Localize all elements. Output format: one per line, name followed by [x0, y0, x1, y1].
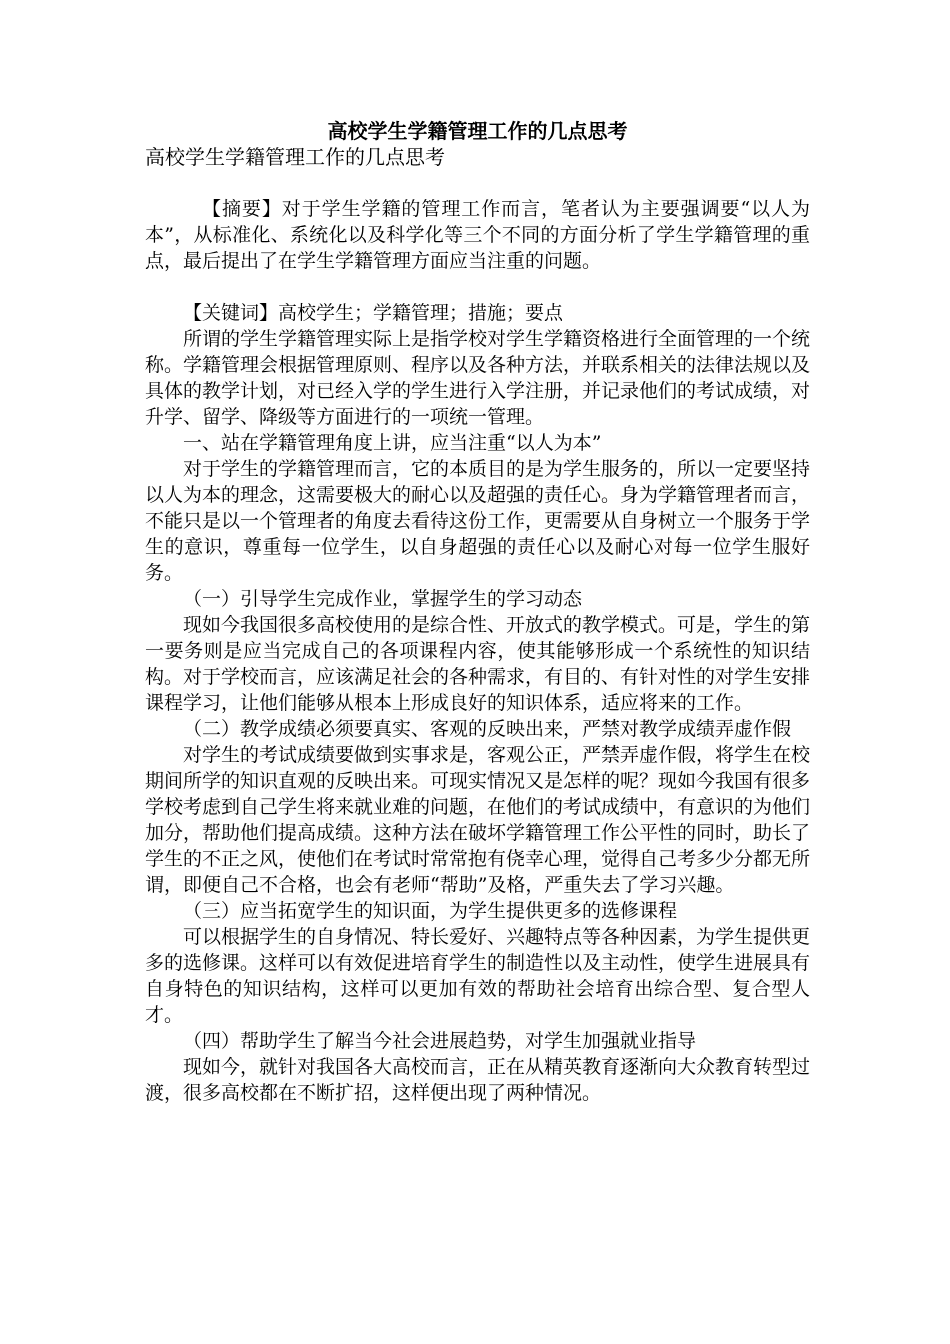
- spacer: [145, 274, 810, 300]
- sub2-heading: （二）教学成绩必须要真实、客观的反映出来，严禁对教学成绩弄虚作假: [183, 718, 792, 740]
- sub3-heading: （三）应当拓宽学生的知识面，为学生提供更多的选修课程: [183, 900, 678, 922]
- document-title: 高校学生学籍管理工作的几点思考: [327, 119, 628, 143]
- sub2-body: 对学生的考试成绩要做到实事求是，客观公正，严禁弄虚作假，将学生在校期间所学的知识直观的反映出来。可现实情况又是怎样的呢？现如今我国有很多学校考虑到自己学生将来就业难的问题，在他们的考试成绩中，有意识的为他们加分，帮助他们提高成绩。这种方法在破坏学籍管理工作公平性的同时，助长了学生的不正之风，使他们在考试时常常抱有侥幸心理，觉得自己考多少分都无所谓，即便自己不合格，也会有老师“帮助”及格，严重失去了学习兴趣。: [145, 744, 811, 896]
- sub4-heading: （四）帮助学生了解当今社会进展趋势，对学生加强就业指导: [183, 1030, 697, 1052]
- sub4-body: 现如今，就针对我国各大高校而言，正在从精英教育逐渐向大众教育转型过渡，很多高校都在不断扩招，这样便出现了两种情况。: [145, 1056, 811, 1104]
- intro-paragraph: 所谓的学生学籍管理实际上是指学校对学生学籍资格进行全面管理的一个统称。学籍管理会根据管理原则、程序以及各种方法，并联系相关的法律法规以及具体的教学计划，对已经入学的学生进行入学注册，并记录他们的考试成绩，对升学、留学、降级等方面进行的一项统一管理。: [145, 328, 811, 428]
- section1-body: 对于学生的学籍管理而言，它的本质目的是为学生服务的，所以一定要坚持以人为本的理念，这需要极大的耐心以及超强的责任心。身为学籍管理者而言，不能只是以一个管理者的角度去看待这份工作，更需要从自身树立一个服务于学生的意识，尊重每一位学生，以自身超强的责任心以及耐心对每一位学生服好务。: [145, 458, 811, 584]
- sub1-heading: （一）引导学生完成作业，掌握学生的学习动态: [183, 588, 583, 610]
- keywords-paragraph: 【关键词】高校学生；学籍管理；措施；要点: [183, 302, 564, 324]
- abstract-paragraph: 【摘要】对于学生学籍的管理工作而言，笔者认为主要强调要“以人为本”，从标准化、系统化以及科学化等三个不同的方面分析了学生学籍管理的重点，最后提出了在学生学籍管理方面应当注重的问题。: [145, 198, 810, 272]
- document-page: [145, 118, 810, 1106]
- section1-heading: 一、站在学籍管理角度上讲，应当注重“以人为本”: [183, 432, 602, 454]
- sub3-body: 可以根据学生的自身情况、特长爱好、兴趣特点等各种因素，为学生提供更多的选修课。这样可以有效促进培育学生的制造性以及主动性，使学生进展具有自身特色的知识结构，这样可以更加有效的帮助社会培育出综合型、复合型人才。: [145, 926, 811, 1026]
- document-subtitle: 高校学生学籍管理工作的几点思考: [145, 145, 445, 169]
- sub1-body: 现如今我国很多高校使用的是综合性、开放式的教学模式。可是，学生的第一要务则是应当完成自己的各项课程内容，使其能够形成一个系统性的知识结构。对于学校而言，应该满足社会的各种需求，有目的、有针对性的对学生安排课程学习，让他们能够从根本上形成良好的知识体系，适应将来的工作。: [145, 614, 811, 714]
